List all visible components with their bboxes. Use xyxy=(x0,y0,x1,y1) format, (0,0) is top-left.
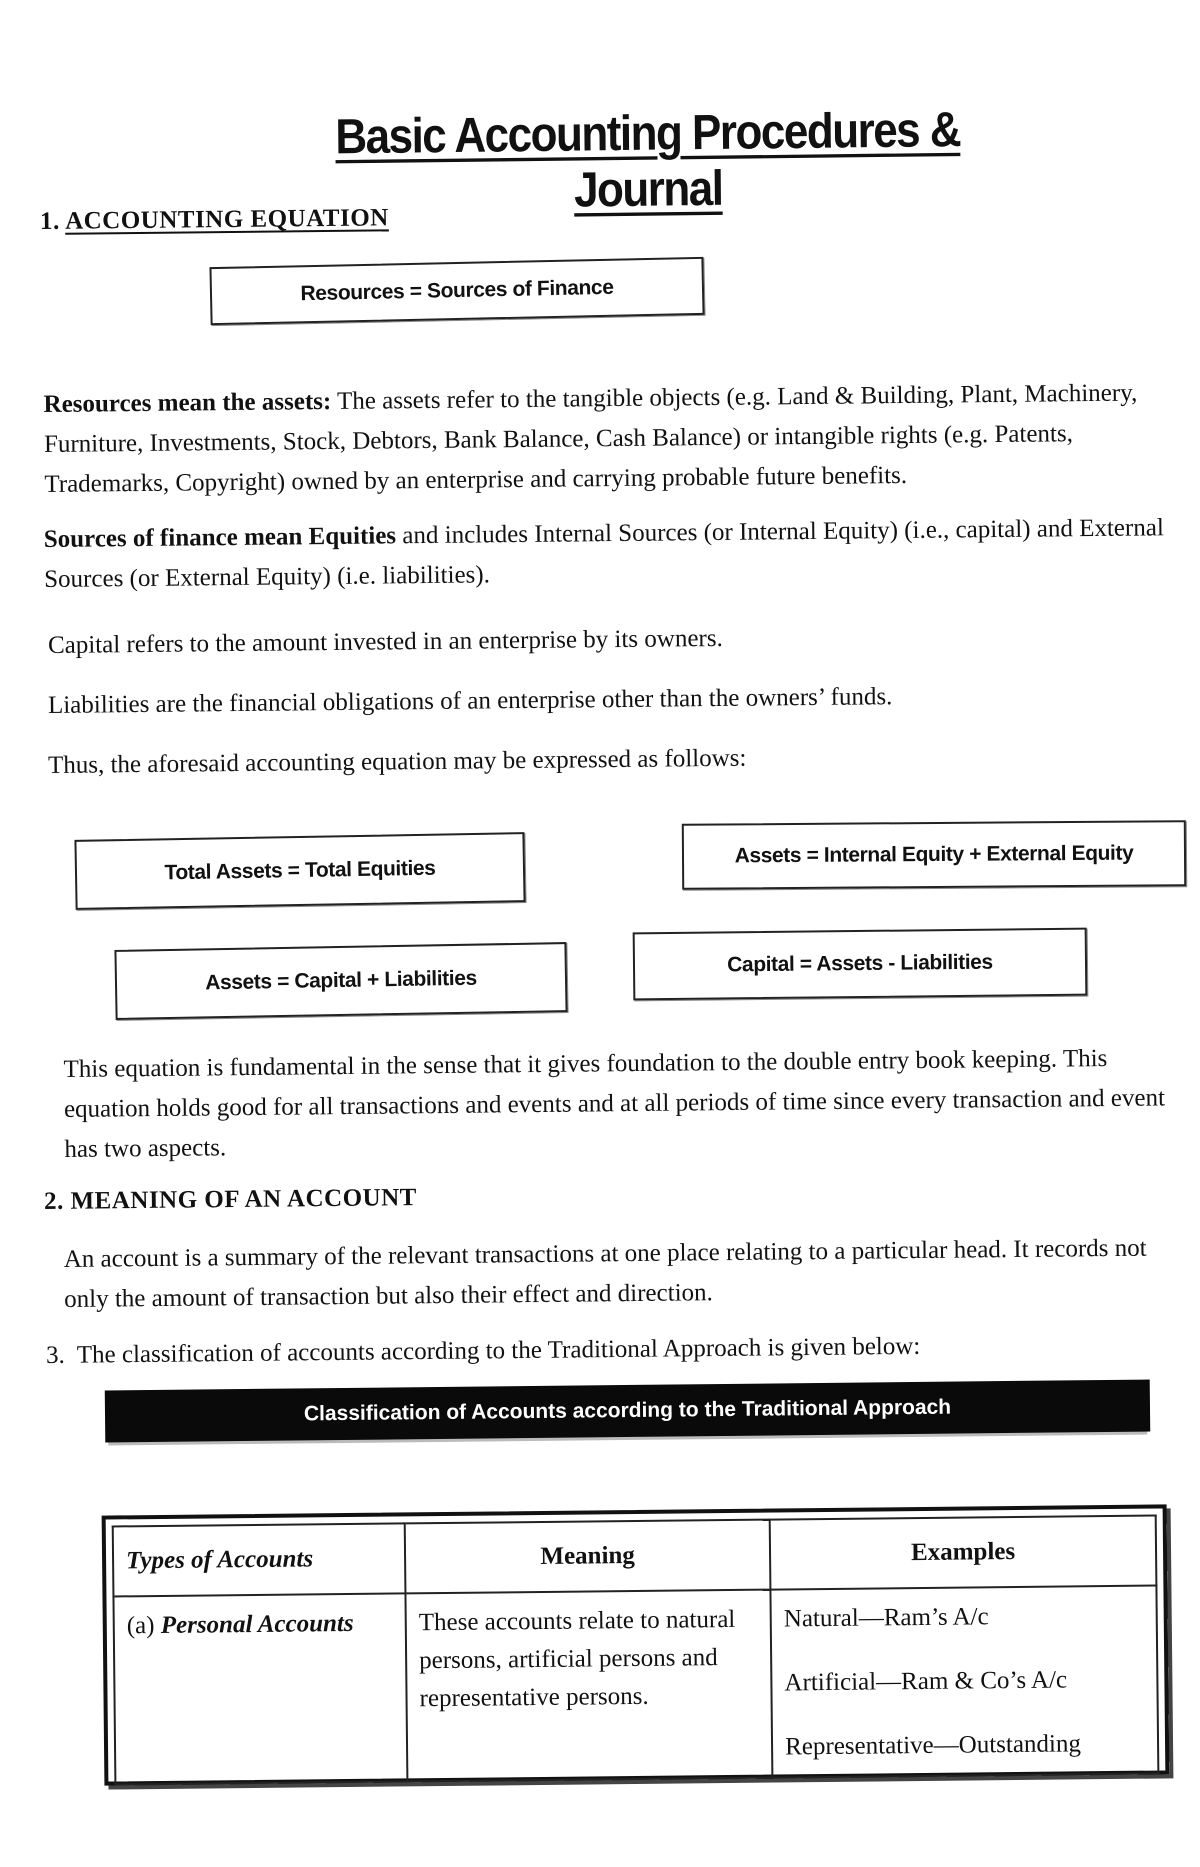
text-sources: and includes Internal Sources (or Internal Equity) (i.e., capital) and External Sources (or External Equity) (i.e. liabilities). xyxy=(44,514,1164,593)
text-resources: The assets refer to the tangible objects (e.g. Land & Building, Plant, Machinery, Furniture, Investments, Stock, Debtors, Bank Balance, Cash Balance) or intangible rights (e.g. Patents, Trademarks, Copyright) owned by an enterprise and carrying probable future benefits. xyxy=(43,379,1138,498)
cell-examples xyxy=(771,1586,1159,1778)
section-2-number: 2. xyxy=(43,1187,64,1215)
equation-box-capital-assets xyxy=(633,928,1088,1001)
equation-box-capital-liabilities xyxy=(114,942,567,1020)
cell-type xyxy=(113,1593,407,1784)
column-header-examples: Examples xyxy=(770,1516,1157,1590)
cell-meaning: These accounts relate to natural persons, artificial persons and representative persons. xyxy=(405,1590,772,1782)
column-header-meaning: Meaning xyxy=(405,1520,771,1594)
banner-text: Classification of Accounts according to the Traditional Approach xyxy=(303,1395,952,1426)
equation-text: Assets = Capital + Liabilities xyxy=(204,966,477,995)
paragraph-resources xyxy=(43,373,1184,505)
example-natural: Natural—Ram’s A/c xyxy=(783,1603,989,1633)
table-row xyxy=(113,1586,1158,1785)
example-representative: Representative—Outstanding xyxy=(785,1730,1082,1761)
section-2-heading xyxy=(44,1184,417,1216)
section-2-title: MEANING OF AN ACCOUNT xyxy=(70,1184,418,1215)
term-sources: Sources of finance mean Equities xyxy=(43,522,397,554)
example-artificial: Artificial—Ram & Co’s A/c xyxy=(784,1666,1068,1697)
equation-box-total-assets xyxy=(74,832,525,910)
section-3-number: 3. xyxy=(45,1341,65,1369)
paragraph-account-meaning: An account is a summary of the relevant transactions at one place relating to a particular head. It records not only the amount of transaction but also their effect and direction. xyxy=(63,1234,1147,1313)
section-1-title: ACCOUNTING EQUATION xyxy=(64,204,389,235)
type-name: Personal Accounts xyxy=(160,1609,354,1639)
column-header-types: Types of Accounts xyxy=(113,1523,406,1596)
paragraph-fundamental: This equation is fundamental in the sense that it gives foundation to the double entry book keeping. This equation holds good for all transactions and events and at all periods of time since every transaction and event has two aspects. xyxy=(63,1045,1166,1163)
equation-text: Resources = Sources of Finance xyxy=(300,275,614,306)
section-1-heading xyxy=(40,204,389,236)
term-resources: Resources mean the assets: xyxy=(43,387,332,419)
equation-text: Assets = Internal Equity + External Equity xyxy=(734,841,1134,868)
classification-table xyxy=(112,1515,1160,1786)
section-3-intro xyxy=(46,1330,1146,1370)
paragraph-sources xyxy=(44,508,1185,600)
page-title: Basic Accounting Procedures & Journal xyxy=(335,102,961,218)
table-header-row xyxy=(113,1516,1157,1597)
section-1-number: 1. xyxy=(39,207,60,235)
paragraph-liabilities: Liabilities are the financial obligations of an enterprise other than the owners’ funds. xyxy=(47,683,893,719)
equation-text: Capital = Assets - Liabilities xyxy=(727,950,993,977)
paragraph-capital: Capital refers to the amount invested in an enterprise by its owners. xyxy=(47,624,723,659)
equation-text: Total Assets = Total Equities xyxy=(164,856,436,885)
classification-table-frame xyxy=(102,1504,1170,1785)
section-3-text: The classification of accounts according to the Traditional Approach is given below: xyxy=(76,1332,921,1369)
paragraph-thus: Thus, the aforesaid accounting equation may be expressed as follows: xyxy=(47,744,747,779)
equation-box-internal-external xyxy=(682,820,1186,890)
type-prefix: (a) xyxy=(126,1612,155,1640)
classification-banner xyxy=(105,1380,1150,1443)
equation-box-resources xyxy=(209,257,704,325)
